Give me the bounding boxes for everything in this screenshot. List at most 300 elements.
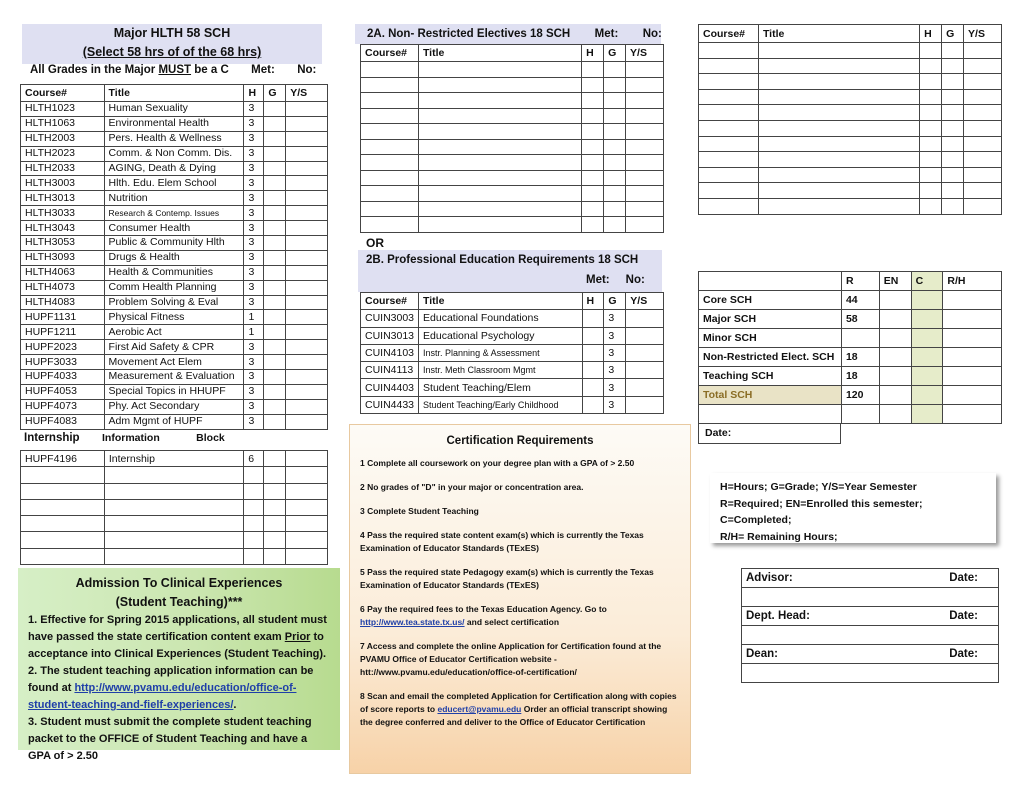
- professional-row: [361, 362, 664, 379]
- enrolled-cell[interactable]: [879, 367, 911, 386]
- major-row: [21, 161, 328, 176]
- grade-cell[interactable]: [264, 221, 286, 236]
- year-semester-cell[interactable]: [286, 451, 328, 467]
- course-title[interactable]: [418, 170, 581, 186]
- course-title[interactable]: [104, 516, 243, 532]
- dean-date-label: Date:: [891, 645, 999, 664]
- grade-cell[interactable]: [604, 217, 626, 233]
- year-semester-cell[interactable]: [286, 548, 328, 564]
- grade-cell[interactable]: [604, 139, 626, 155]
- remaining-hours-cell[interactable]: [943, 348, 1002, 367]
- grade-cell[interactable]: [264, 384, 286, 399]
- year-semester-cell[interactable]: [286, 340, 328, 355]
- hours-cell[interactable]: [582, 62, 604, 78]
- grade-cell[interactable]: [604, 201, 626, 217]
- summary-label: Teaching SCH: [699, 367, 842, 386]
- course-number[interactable]: [361, 155, 419, 171]
- course-number[interactable]: [699, 120, 759, 136]
- grade-cell[interactable]: [264, 116, 286, 131]
- course-title[interactable]: [418, 139, 581, 155]
- grade-cell[interactable]: [264, 295, 286, 310]
- year-semester-cell[interactable]: [286, 355, 328, 370]
- educert-email-link[interactable]: educert@pvamu.edu: [437, 704, 522, 714]
- grade-cell[interactable]: [942, 74, 964, 90]
- year-semester-cell[interactable]: [286, 191, 328, 206]
- year-semester-cell[interactable]: [626, 108, 664, 124]
- year-semester-cell[interactable]: [286, 499, 328, 515]
- grade-cell[interactable]: [264, 532, 286, 548]
- grade-cell[interactable]: [604, 62, 626, 78]
- extra-blank-row: [699, 167, 1002, 183]
- completed-cell[interactable]: [911, 348, 943, 367]
- major-met-label: Met:: [251, 64, 275, 76]
- year-semester-cell[interactable]: [286, 467, 328, 483]
- course-title[interactable]: [104, 467, 243, 483]
- course-number[interactable]: [699, 43, 759, 59]
- year-semester-cell[interactable]: [964, 198, 1002, 214]
- hours-cell: 3: [244, 250, 264, 265]
- grade-cell[interactable]: [264, 325, 286, 340]
- electives-no-label: No:: [642, 28, 662, 40]
- major-row: [21, 131, 328, 146]
- year-semester-cell[interactable]: [626, 62, 664, 78]
- year-semester-cell[interactable]: [964, 89, 1002, 105]
- year-semester-cell[interactable]: [286, 483, 328, 499]
- electives-blank-row: [361, 108, 664, 124]
- dept-head-signature-field[interactable]: [742, 626, 891, 645]
- electives-met-label: Met:: [594, 28, 619, 40]
- grade-cell[interactable]: [264, 355, 286, 370]
- course-title[interactable]: [758, 136, 919, 152]
- grade-cell[interactable]: [264, 310, 286, 325]
- year-semester-cell[interactable]: [286, 280, 328, 295]
- cert-item-2: 2 No grades of "D" in your major or concentration area.: [360, 482, 584, 492]
- major-row: [21, 414, 328, 429]
- hours-cell[interactable]: [582, 201, 604, 217]
- course-title[interactable]: [418, 217, 581, 233]
- cert-item-1: 1 Complete all coursework on your degree plan with a GPA of > 2.50: [360, 458, 635, 468]
- extra-header-row: [699, 25, 1002, 43]
- professional-col-header: Y/S: [626, 293, 664, 310]
- year-semester-cell[interactable]: [964, 120, 1002, 136]
- professional-row: [361, 327, 664, 344]
- hours-cell[interactable]: [920, 198, 942, 214]
- hours-cell: [582, 396, 604, 413]
- year-semester-cell[interactable]: [286, 370, 328, 385]
- extra-blank-row: [699, 89, 1002, 105]
- course-number[interactable]: [699, 152, 759, 168]
- grade-cell[interactable]: [264, 516, 286, 532]
- major-row: [21, 384, 328, 399]
- grade-cell[interactable]: [264, 265, 286, 280]
- grade-cell[interactable]: [264, 161, 286, 176]
- grade-cell[interactable]: [604, 93, 626, 109]
- course-title: Human Sexuality: [104, 102, 244, 117]
- year-semester-cell[interactable]: [626, 170, 664, 186]
- course-title[interactable]: [418, 77, 581, 93]
- electives-blank-row: [361, 139, 664, 155]
- year-semester-cell[interactable]: [286, 295, 328, 310]
- grade-cell[interactable]: [942, 136, 964, 152]
- summary-row: [699, 329, 1002, 348]
- course-number[interactable]: [699, 198, 759, 214]
- dept-head-label: Dept. Head:: [742, 607, 891, 626]
- hours-cell[interactable]: [582, 217, 604, 233]
- hours-cell[interactable]: [920, 120, 942, 136]
- course-title[interactable]: [104, 483, 243, 499]
- course-title[interactable]: [418, 201, 581, 217]
- enrolled-cell[interactable]: [879, 310, 911, 329]
- course-number[interactable]: [21, 483, 105, 499]
- course-title: AGING, Death & Dying: [104, 161, 244, 176]
- year-semester-cell[interactable]: [626, 77, 664, 93]
- year-semester-cell[interactable]: [286, 532, 328, 548]
- course-number[interactable]: [361, 124, 419, 140]
- course-title[interactable]: [758, 152, 919, 168]
- year-semester-cell[interactable]: [626, 379, 664, 396]
- remaining-hours-cell[interactable]: [943, 405, 1002, 424]
- year-semester-cell[interactable]: [286, 310, 328, 325]
- grade-cell[interactable]: [264, 548, 286, 564]
- major-row: [21, 310, 328, 325]
- course-title[interactable]: [104, 532, 243, 548]
- year-semester-cell[interactable]: [964, 136, 1002, 152]
- grade-cell[interactable]: [604, 170, 626, 186]
- grade-cell[interactable]: [264, 451, 286, 467]
- course-number[interactable]: [21, 516, 105, 532]
- course-number[interactable]: [699, 105, 759, 121]
- dept-head-date-label: Date:: [891, 607, 999, 626]
- year-semester-cell[interactable]: [626, 186, 664, 202]
- course-number[interactable]: [361, 186, 419, 202]
- completed-cell[interactable]: [911, 405, 943, 424]
- remaining-hours-cell[interactable]: [943, 329, 1002, 348]
- enrolled-cell[interactable]: [879, 405, 911, 424]
- internship-blank-row: [21, 483, 328, 499]
- electives-blank-row: [361, 77, 664, 93]
- year-semester-cell[interactable]: [964, 167, 1002, 183]
- grade-cell[interactable]: [604, 155, 626, 171]
- sch-summary-table: [698, 271, 1002, 424]
- remaining-hours-cell[interactable]: [943, 310, 1002, 329]
- hours-cell[interactable]: [582, 170, 604, 186]
- hours-cell: 3: [244, 102, 264, 117]
- completed-cell[interactable]: [911, 310, 943, 329]
- course-title[interactable]: [758, 183, 919, 199]
- grade-cell[interactable]: [264, 250, 286, 265]
- course-number[interactable]: [21, 548, 105, 564]
- year-semester-cell[interactable]: [286, 221, 328, 236]
- major-subtitle: (Select 58 hrs of of the 68 hrs): [82, 45, 262, 59]
- enrolled-cell[interactable]: [879, 386, 911, 405]
- grade-cell[interactable]: [264, 467, 286, 483]
- additional-course-table: [698, 24, 1002, 215]
- grade-cell[interactable]: 3: [604, 362, 626, 379]
- course-number[interactable]: [699, 74, 759, 90]
- year-semester-cell[interactable]: [964, 58, 1002, 74]
- grade-cell[interactable]: [942, 198, 964, 214]
- hours-cell[interactable]: [244, 467, 264, 483]
- course-title[interactable]: [758, 89, 919, 105]
- major-row: [21, 325, 328, 340]
- course-title: Public & Community Hlth: [104, 236, 244, 251]
- hours-cell[interactable]: [920, 74, 942, 90]
- professional-col-header: Course#: [361, 293, 419, 310]
- course-number[interactable]: [699, 167, 759, 183]
- hours-cell[interactable]: [582, 186, 604, 202]
- year-semester-cell[interactable]: [286, 146, 328, 161]
- completed-cell[interactable]: [911, 386, 943, 405]
- grade-cell[interactable]: [942, 167, 964, 183]
- grade-cell[interactable]: [942, 58, 964, 74]
- major-header-row: [21, 85, 328, 102]
- completed-cell[interactable]: [911, 329, 943, 348]
- hours-cell[interactable]: [244, 499, 264, 515]
- grade-cell[interactable]: 3: [604, 396, 626, 413]
- legend-line-3: R/H= Remaining Hours;: [720, 530, 838, 543]
- grade-cell[interactable]: [604, 77, 626, 93]
- tea-link[interactable]: http://www.tea.state.tx.us/: [360, 617, 465, 627]
- student-teaching-link[interactable]: http://www.pvamu.edu/education/office-of-student-teaching-and-fielf-experiences/: [28, 682, 297, 711]
- course-number[interactable]: [699, 136, 759, 152]
- major-row: [21, 370, 328, 385]
- advisor-signature-field[interactable]: [742, 588, 891, 607]
- course-title[interactable]: [758, 58, 919, 74]
- grades-note-end: be a C: [194, 64, 229, 76]
- year-semester-cell[interactable]: [286, 399, 328, 414]
- grade-cell[interactable]: [264, 146, 286, 161]
- hours-cell[interactable]: [582, 93, 604, 109]
- extra-blank-row: [699, 58, 1002, 74]
- hours-cell[interactable]: [244, 483, 264, 499]
- grade-cell[interactable]: [264, 499, 286, 515]
- extra-col-header: G: [942, 25, 964, 43]
- remaining-hours-cell[interactable]: [943, 386, 1002, 405]
- grade-cell[interactable]: [264, 191, 286, 206]
- course-title[interactable]: [104, 499, 243, 515]
- extra-blank-row: [699, 198, 1002, 214]
- course-number[interactable]: [699, 89, 759, 105]
- year-semester-cell[interactable]: [286, 236, 328, 251]
- signature-table: [741, 568, 999, 683]
- extra-blank-row: [699, 105, 1002, 121]
- grade-cell[interactable]: [264, 102, 286, 117]
- course-title: Phy. Act Secondary: [104, 399, 244, 414]
- grade-cell[interactable]: [264, 370, 286, 385]
- grade-cell[interactable]: [604, 124, 626, 140]
- year-semester-cell[interactable]: [286, 265, 328, 280]
- year-semester-cell[interactable]: [286, 116, 328, 131]
- hours-cell[interactable]: [582, 139, 604, 155]
- grades-note-text: All Grades in the Major: [30, 64, 156, 76]
- grade-cell[interactable]: [942, 183, 964, 199]
- hours-cell[interactable]: [582, 124, 604, 140]
- enrolled-cell[interactable]: [879, 348, 911, 367]
- extra-blank-row: [699, 120, 1002, 136]
- course-number: HLTH4083: [21, 295, 105, 310]
- course-title[interactable]: [418, 186, 581, 202]
- course-title[interactable]: [418, 124, 581, 140]
- hours-cell: 3: [244, 384, 264, 399]
- remaining-hours-cell[interactable]: [943, 367, 1002, 386]
- year-semester-cell[interactable]: [964, 74, 1002, 90]
- course-title[interactable]: [418, 93, 581, 109]
- year-semester-cell[interactable]: [626, 362, 664, 379]
- course-number[interactable]: [361, 62, 419, 78]
- course-number: HLTH1023: [21, 102, 105, 117]
- hours-cell[interactable]: [244, 548, 264, 564]
- enrolled-cell[interactable]: [879, 291, 911, 310]
- grade-cell[interactable]: [604, 108, 626, 124]
- course-number[interactable]: [699, 58, 759, 74]
- year-semester-cell[interactable]: [626, 344, 664, 361]
- hours-cell[interactable]: [920, 183, 942, 199]
- year-semester-cell[interactable]: [286, 161, 328, 176]
- grade-cell[interactable]: [264, 131, 286, 146]
- grade-cell[interactable]: [264, 483, 286, 499]
- dean-signature-field[interactable]: [742, 664, 891, 683]
- hours-cell[interactable]: [582, 77, 604, 93]
- year-semester-cell[interactable]: [286, 131, 328, 146]
- year-semester-cell[interactable]: [286, 250, 328, 265]
- course-number[interactable]: [361, 170, 419, 186]
- internship-blank-row: [21, 499, 328, 515]
- year-semester-cell[interactable]: [626, 124, 664, 140]
- course-number[interactable]: [361, 139, 419, 155]
- course-title: Nutrition: [104, 191, 244, 206]
- year-semester-cell[interactable]: [626, 327, 664, 344]
- grade-cell[interactable]: [264, 206, 286, 221]
- year-semester-cell[interactable]: [626, 93, 664, 109]
- hours-cell: 3: [244, 116, 264, 131]
- course-number: HLTH3053: [21, 236, 105, 251]
- course-title[interactable]: [418, 108, 581, 124]
- year-semester-cell[interactable]: [286, 516, 328, 532]
- hours-cell[interactable]: [244, 532, 264, 548]
- year-semester-cell[interactable]: [964, 183, 1002, 199]
- course-number[interactable]: [361, 201, 419, 217]
- grade-cell[interactable]: [604, 186, 626, 202]
- course-title[interactable]: [758, 105, 919, 121]
- grade-cell[interactable]: [942, 89, 964, 105]
- hours-cell[interactable]: [244, 516, 264, 532]
- hours-cell[interactable]: [920, 152, 942, 168]
- grade-cell[interactable]: 3: [604, 344, 626, 361]
- year-semester-cell[interactable]: [964, 152, 1002, 168]
- course-number[interactable]: [361, 217, 419, 233]
- grade-cell[interactable]: [264, 236, 286, 251]
- summary-blank-row: [699, 405, 1002, 424]
- enrolled-cell[interactable]: [879, 329, 911, 348]
- course-title[interactable]: [104, 548, 243, 564]
- year-semester-cell[interactable]: [286, 384, 328, 399]
- year-semester-cell[interactable]: [626, 201, 664, 217]
- hours-cell[interactable]: [920, 43, 942, 59]
- grade-cell[interactable]: [942, 43, 964, 59]
- course-number: HUPF1211: [21, 325, 105, 340]
- hours-cell: 3: [244, 236, 264, 251]
- course-number[interactable]: [21, 532, 105, 548]
- year-semester-cell[interactable]: [626, 155, 664, 171]
- course-number[interactable]: [21, 467, 105, 483]
- course-title[interactable]: [758, 43, 919, 59]
- hours-cell[interactable]: [582, 108, 604, 124]
- year-semester-cell[interactable]: [286, 206, 328, 221]
- hours-cell[interactable]: [920, 89, 942, 105]
- year-semester-cell[interactable]: [626, 139, 664, 155]
- grade-cell[interactable]: [942, 105, 964, 121]
- grade-cell[interactable]: 3: [604, 327, 626, 344]
- course-title[interactable]: [418, 155, 581, 171]
- course-title: Educational Psychology: [419, 327, 583, 344]
- course-title[interactable]: [418, 62, 581, 78]
- hours-cell[interactable]: [582, 155, 604, 171]
- admission-title: Admission To Clinical Experiences: [75, 576, 283, 590]
- course-title[interactable]: [758, 198, 919, 214]
- required-hours: 18: [841, 367, 879, 386]
- course-number[interactable]: [699, 183, 759, 199]
- professional-no-label: No:: [625, 274, 645, 286]
- grade-cell[interactable]: [264, 414, 286, 429]
- electives-blank-row: [361, 93, 664, 109]
- course-number: CUIN3013: [361, 327, 419, 344]
- hours-cell[interactable]: [920, 58, 942, 74]
- electives-blank-row: [361, 201, 664, 217]
- grade-cell[interactable]: 3: [604, 310, 626, 327]
- hours-cell: 3: [244, 265, 264, 280]
- year-semester-cell[interactable]: [286, 414, 328, 429]
- grade-cell[interactable]: [264, 176, 286, 191]
- electives-col-header: Y/S: [626, 45, 664, 62]
- hours-cell[interactable]: [920, 136, 942, 152]
- course-title: Environmental Health: [104, 116, 244, 131]
- professional-col-header: Title: [419, 293, 583, 310]
- course-title[interactable]: [758, 120, 919, 136]
- completed-cell[interactable]: [911, 367, 943, 386]
- grade-cell[interactable]: 3: [604, 379, 626, 396]
- grade-cell[interactable]: [264, 399, 286, 414]
- hours-cell: [582, 310, 604, 327]
- hours-cell: 3: [244, 399, 264, 414]
- completed-cell[interactable]: [911, 291, 943, 310]
- hours-cell: 1: [244, 310, 264, 325]
- year-semester-cell[interactable]: [964, 105, 1002, 121]
- course-number[interactable]: [21, 499, 105, 515]
- course-number[interactable]: [361, 77, 419, 93]
- year-semester-cell[interactable]: [286, 176, 328, 191]
- grades-note: [30, 64, 316, 76]
- course-title[interactable]: [758, 167, 919, 183]
- course-number[interactable]: [361, 93, 419, 109]
- course-title[interactable]: [758, 74, 919, 90]
- grade-cell[interactable]: [942, 120, 964, 136]
- year-semester-cell[interactable]: [626, 217, 664, 233]
- grade-cell[interactable]: [942, 152, 964, 168]
- year-semester-cell[interactable]: [626, 396, 664, 413]
- grade-cell[interactable]: [264, 280, 286, 295]
- course-number[interactable]: [361, 108, 419, 124]
- hours-cell[interactable]: [920, 167, 942, 183]
- remaining-hours-cell[interactable]: [943, 291, 1002, 310]
- grade-cell[interactable]: [264, 340, 286, 355]
- year-semester-cell[interactable]: [626, 310, 664, 327]
- hours-cell[interactable]: [920, 105, 942, 121]
- year-semester-cell[interactable]: [286, 102, 328, 117]
- hours-cell: 3: [244, 370, 264, 385]
- year-semester-cell[interactable]: [286, 325, 328, 340]
- admission-item-2: 2. The student teaching application information can be found at http://www.pvamu.edu/education/office-of-student-teaching-and-fielf-experiences/.: [28, 665, 314, 711]
- year-semester-cell[interactable]: [964, 43, 1002, 59]
